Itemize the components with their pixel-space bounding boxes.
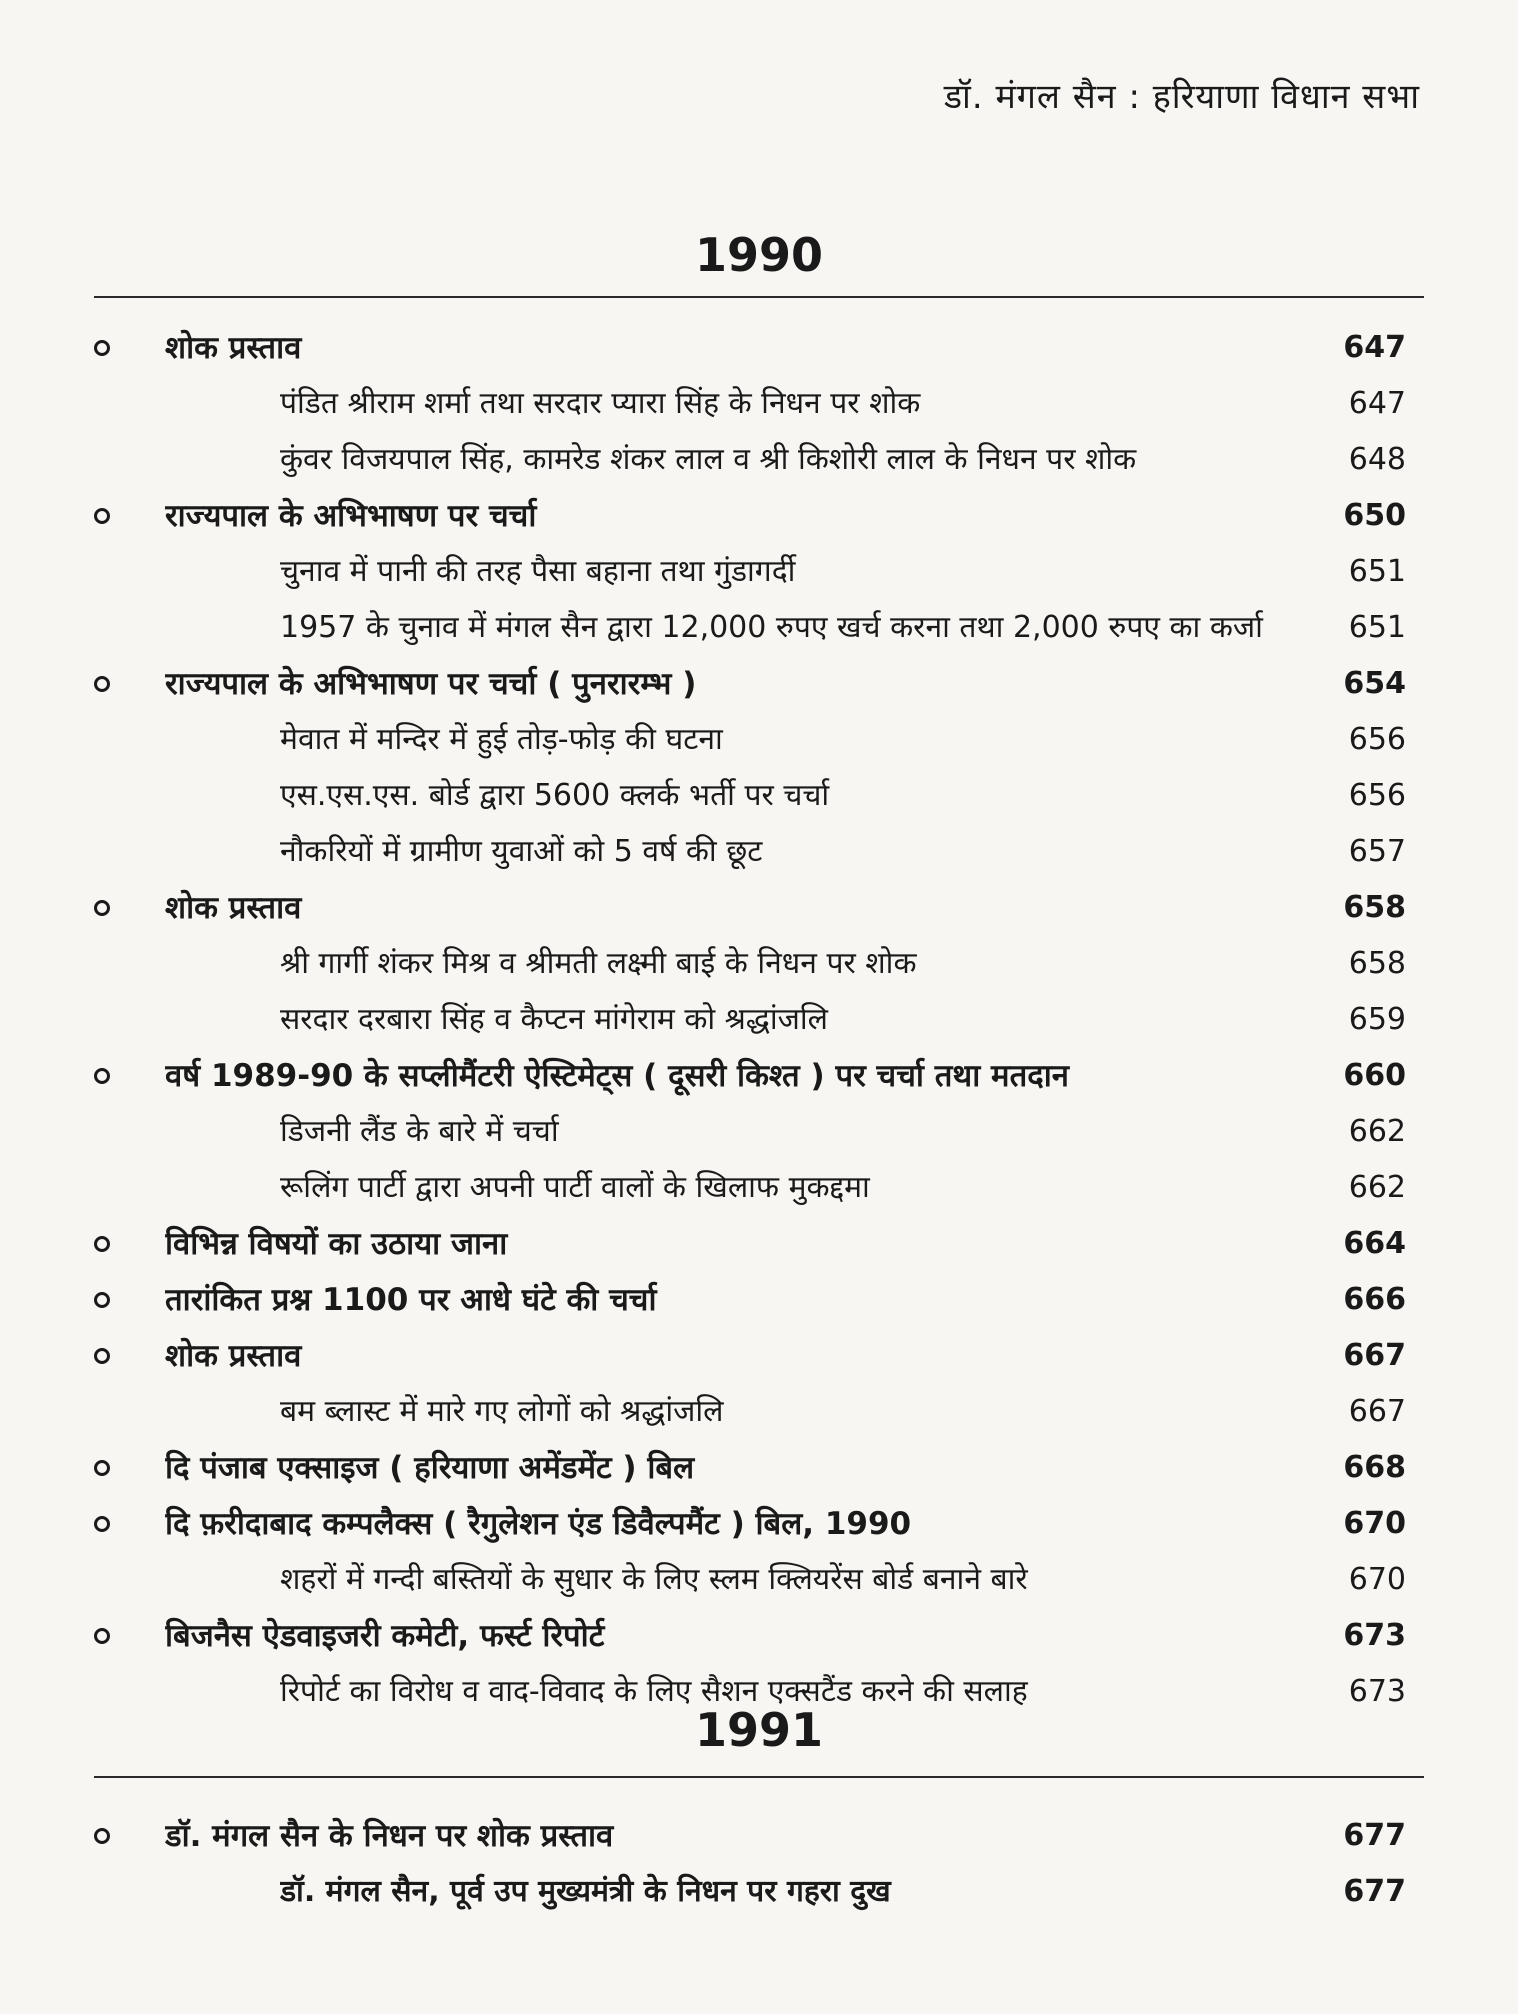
bullet-circle-icon <box>94 1516 110 1532</box>
toc-entry-title: वर्ष 1989-90 के सप्लीमैंटरी ऐस्टिमेट्स ( दूसरी किश्त ) पर चर्चा तथा मतदान <box>165 1058 1069 1094</box>
toc-entry <box>0 1808 1518 1864</box>
toc-subentry-page: 657 <box>1348 834 1406 869</box>
toc-entry-title: दि पंजाब एक्साइज ( हरियाणा अमेंडमेंट ) बिल <box>165 1450 695 1486</box>
toc-subentry-title: सरदार दरबारा सिंह व कैप्टन मांगेराम को श्रद्धांजलि <box>280 1002 829 1037</box>
toc-subentry-page: 656 <box>1348 722 1406 757</box>
toc-entry-title: डॉ. मंगल सैन के निधन पर शोक प्रस्ताव <box>165 1818 614 1854</box>
toc-entry-page: 664 <box>1343 1226 1406 1261</box>
toc-entry-page: 666 <box>1343 1282 1406 1317</box>
toc-subentry-page: 647 <box>1348 386 1406 421</box>
toc-entry <box>0 1048 1518 1104</box>
bullet-circle-icon <box>94 676 110 692</box>
toc-entry <box>0 656 1518 712</box>
toc-entry <box>0 1608 1518 1664</box>
toc-subentry-page: 677 <box>1343 1874 1406 1909</box>
toc-entry-title: विभिन्न विषयों का उठाया जाना <box>165 1226 508 1262</box>
toc-subentry <box>0 1384 1518 1440</box>
bullet-circle-icon <box>94 1236 110 1252</box>
toc-subentry-title: एस.एस.एस. बोर्ड द्वारा 5600 क्लर्क भर्ती पर चर्चा <box>280 778 830 813</box>
toc-subentry-title: बम ब्लास्ट में मारे गए लोगों को श्रद्धांजलि <box>280 1394 724 1429</box>
toc-entry <box>0 488 1518 544</box>
toc-subentry <box>0 712 1518 768</box>
bullet-circle-icon <box>94 340 110 356</box>
toc-subentry <box>0 1160 1518 1216</box>
toc-entry-title: तारांकित प्रश्न 1100 पर आधे घंटे की चर्चा <box>165 1282 657 1318</box>
toc-list-1990 <box>0 320 1518 1720</box>
bullet-circle-icon <box>94 1628 110 1644</box>
toc-subentry-title: मेवात में मन्दिर में हुई तोड़-फोड़ की घटना <box>280 722 723 757</box>
year-heading-1991: 1991 <box>694 1703 824 1757</box>
toc-subentry-page: 658 <box>1348 946 1406 981</box>
toc-subentry-page: 656 <box>1348 778 1406 813</box>
bullet-circle-icon <box>94 1460 110 1476</box>
toc-subentry <box>0 1104 1518 1160</box>
toc-subentry-title: रूलिंग पार्टी द्वारा अपनी पार्टी वालों के खिलाफ मुकद्दमा <box>280 1170 870 1205</box>
toc-subentry-page: 651 <box>1348 554 1406 589</box>
toc-entry-title: बिजनैस ऐडवाइजरी कमेटी, फर्स्ट रिपोर्ट <box>165 1618 605 1654</box>
toc-entry <box>0 1216 1518 1272</box>
toc-entry-title: शोक प्रस्ताव <box>165 1338 302 1374</box>
toc-entry-title: राज्यपाल के अभिभाषण पर चर्चा ( पुनरारम्भ ) <box>165 666 697 702</box>
toc-subentry-title: कुंवर विजयपाल सिंह, कामरेड शंकर लाल व श्री किशोरी लाल के निधन पर शोक <box>280 442 1137 477</box>
toc-entry-page: 647 <box>1343 330 1406 365</box>
toc-entry-page: 660 <box>1343 1058 1406 1093</box>
toc-entry-page: 667 <box>1343 1338 1406 1373</box>
toc-entry <box>0 1496 1518 1552</box>
running-header: डॉ. मंगल सैन : हरियाणा विधान सभा <box>943 77 1420 117</box>
toc-entry-page: 670 <box>1343 1506 1406 1541</box>
toc-subentry <box>0 376 1518 432</box>
toc-subentry-page: 667 <box>1348 1394 1406 1429</box>
toc-subentry-page: 670 <box>1348 1562 1406 1597</box>
toc-subentry-page: 659 <box>1348 1002 1406 1037</box>
toc-entry <box>0 1440 1518 1496</box>
toc-entry-page: 654 <box>1343 666 1406 701</box>
bullet-circle-icon <box>94 1828 110 1844</box>
bullet-circle-icon <box>94 1292 110 1308</box>
toc-subentry-title: डॉ. मंगल सैन, पूर्व उप मुख्यमंत्री के निधन पर गहरा दुख <box>280 1874 891 1909</box>
toc-entry-title: शोक प्रस्ताव <box>165 330 302 366</box>
toc-subentry-title: डिजनी लैंड के बारे में चर्चा <box>280 1114 559 1149</box>
toc-subentry-title: श्री गार्गी शंकर मिश्र व श्रीमती लक्ष्मी बाई के निधन पर शोक <box>280 946 917 981</box>
toc-entry-page: 668 <box>1343 1450 1406 1485</box>
toc-entry <box>0 1272 1518 1328</box>
toc-subentry-page: 662 <box>1348 1170 1406 1205</box>
toc-entry-page: 658 <box>1343 890 1406 925</box>
toc-subentry-page: 662 <box>1348 1114 1406 1149</box>
toc-entry-title: राज्यपाल के अभिभाषण पर चर्चा <box>165 498 537 534</box>
bullet-circle-icon <box>94 1068 110 1084</box>
section-divider <box>94 1776 1424 1778</box>
toc-entry-page: 677 <box>1343 1818 1406 1853</box>
bullet-circle-icon <box>94 1348 110 1364</box>
toc-subentry <box>0 768 1518 824</box>
toc-entry-title: दि फ़रीदाबाद कम्पलैक्स ( रैगुलेशन एंड डिवैल्पमैंट ) बिल, 1990 <box>165 1506 912 1542</box>
toc-subentry <box>0 936 1518 992</box>
toc-subentry-title: 1957 के चुनाव में मंगल सैन द्वारा 12,000 रुपए खर्च करना तथा 2,000 रुपए का कर्जा <box>280 610 1263 645</box>
toc-subentry-title: पंडित श्रीराम शर्मा तथा सरदार प्यारा सिंह के निधन पर शोक <box>280 386 921 421</box>
toc-entry <box>0 320 1518 376</box>
section-divider <box>94 296 1424 298</box>
toc-subentry <box>0 1552 1518 1608</box>
toc-subentry-title: नौकरियों में ग्रामीण युवाओं को 5 वर्ष की छूट <box>280 834 763 869</box>
toc-subentry-title: रिपोर्ट का विरोध व वाद-विवाद के लिए सैशन एक्सटैंड करने की सलाह <box>280 1674 1028 1709</box>
bullet-circle-icon <box>94 900 110 916</box>
toc-subentry-title: शहरों में गन्दी बस्तियों के सुधार के लिए स्लम क्लियरेंस बोर्ड बनाने बारे <box>280 1562 1028 1597</box>
toc-entry-page: 650 <box>1343 498 1406 533</box>
toc-subentry-page: 648 <box>1348 442 1406 477</box>
toc-subentry <box>0 824 1518 880</box>
toc-subentry <box>0 544 1518 600</box>
toc-entry <box>0 880 1518 936</box>
toc-entry-title: शोक प्रस्ताव <box>165 890 302 926</box>
toc-list-1991 <box>0 1808 1518 1920</box>
toc-subentry <box>0 1864 1518 1920</box>
toc-subentry <box>0 600 1518 656</box>
bullet-circle-icon <box>94 508 110 524</box>
toc-subentry <box>0 432 1518 488</box>
toc-entry <box>0 1328 1518 1384</box>
toc-subentry-page: 673 <box>1348 1674 1406 1709</box>
year-heading-1990: 1990 <box>694 228 824 282</box>
toc-entry-page: 673 <box>1343 1618 1406 1653</box>
toc-subentry-title: चुनाव में पानी की तरह पैसा बहाना तथा गुंडागर्दी <box>280 554 796 589</box>
toc-subentry-page: 651 <box>1348 610 1406 645</box>
toc-subentry <box>0 992 1518 1048</box>
